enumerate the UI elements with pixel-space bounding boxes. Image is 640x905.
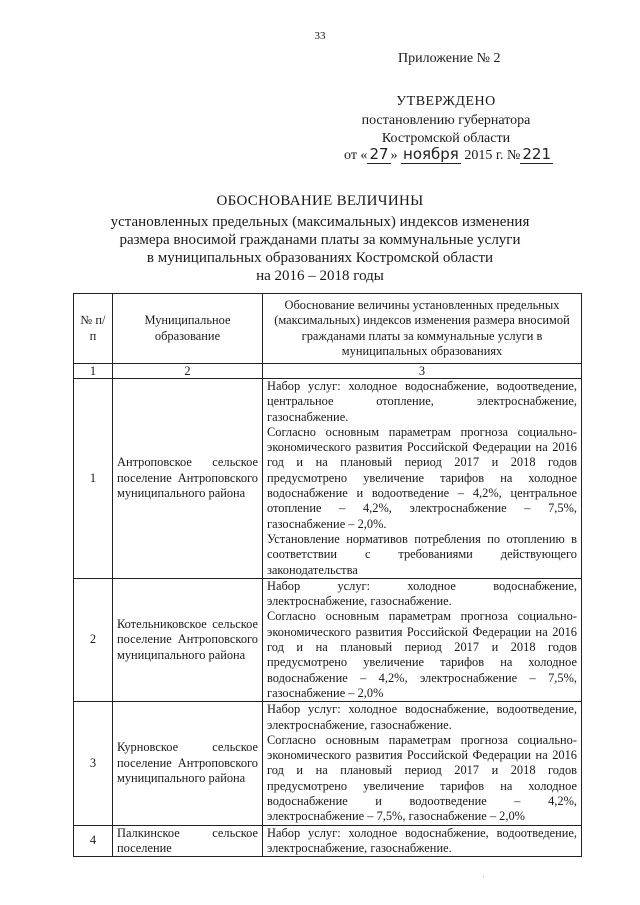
justification-cell [263, 379, 582, 579]
subtitle-line-4: на 2016 – 2018 годы [256, 268, 384, 284]
services-text: Набор услуг: холодное водоснабжение, водоотведение, центральное отопление, электроснабжение, газоснабжение. [267, 379, 577, 424]
subtitle-line-1: установленных предельных (максимальных) индексов изменения [110, 214, 530, 230]
appendix-label: Приложение № 2 [398, 51, 501, 66]
table-header-row [74, 294, 582, 364]
handwritten-month: ноября [403, 145, 459, 163]
table-row [74, 379, 582, 579]
column-number: 1 [74, 364, 113, 379]
header-municipality: Муниципальное образование [113, 294, 263, 364]
subtitle-line-2: размера вносимой гражданами платы за коммунальные услуги [119, 232, 521, 248]
justification-cell [263, 578, 582, 701]
row-number: 3 [74, 702, 113, 825]
extra-text: Установление нормативов потребления по отоплению в соответствии с требованиями действующего законодательства [267, 531, 577, 577]
forecast-text: Согласно основным параметрам прогноза социально-экономического развития Российской Федерации на 2016 год и на плановый период 2017 и 2018 годов предусмотрено увеличение тарифов на холодное водоснабжение и водоотведение – 4,2%, центральное отопление – 4,2%, электроснабжение – 7,5%, газоснабжение – 2,0%. [267, 424, 577, 531]
approved-label: УТВЕРЖДЕНО [396, 94, 496, 109]
subtitle-line-3: в муниципальных образованиях Костромской области [146, 250, 494, 266]
approval-line-1: постановлению губернатора [361, 113, 531, 128]
approval-date-line [344, 145, 553, 164]
row-number: 1 [74, 379, 113, 579]
table-row [74, 578, 582, 701]
year-text: 2015 г. № [464, 148, 521, 163]
row-number: 2 [74, 578, 113, 701]
column-number: 3 [263, 364, 582, 379]
services-text: Набор услуг: холодное водоснабжение, водоотведение, электроснабжение, газоснабжение. [267, 702, 577, 732]
handwritten-day: 27 [369, 145, 389, 163]
municipality-cell: Антроповское сельское поселение Антроповского муниципального района [113, 379, 263, 579]
justification-cell [263, 702, 582, 825]
row-number: 4 [74, 825, 113, 857]
page-number: 33 [314, 30, 326, 42]
municipality-cell: Курновское сельское поселение Антроповского муниципального района [113, 702, 263, 825]
approval-line-2: Костромской области [381, 131, 511, 146]
municipality-cell: Котельниковское сельское поселение Антроповского муниципального района [113, 578, 263, 701]
municipality-cell: Палкинское сельское поселение [113, 825, 263, 857]
justification-table [73, 293, 582, 857]
handwritten-number: 221 [522, 145, 552, 163]
forecast-text: Согласно основным параметрам прогноза социально-экономического развития Российской Федерации на 2016 год и на плановый период 2017 и 2018 годов предусмотрено увеличение тарифов на холодное водоснабжение – 4,2%, электроснабжение – 7,5%, газоснабжение – 2,0% [267, 609, 577, 700]
forecast-text: Согласно основным параметрам прогноза социально-экономического развития Российской Федерации на 2016 год и на плановый период 2017 и 2018 годов предусмотрено увеличение тарифов на холодное водоснабжение и водоотведение – 4,2%, электроснабжение – 7,5%, газоснабжение – 2,0% [267, 732, 577, 824]
table-row [74, 702, 582, 825]
justification-cell [263, 825, 582, 857]
services-text: Набор услуг: холодное водоснабжение, электроснабжение, газоснабжение. [267, 578, 577, 609]
column-number-row [74, 364, 582, 379]
services-text: Набор услуг: холодное водоснабжение, водоотведение, электроснабжение, газоснабжение. [267, 825, 577, 855]
date-mid: » [390, 148, 398, 163]
scan-mark: · [482, 873, 485, 882]
header-num: № п/п [74, 294, 113, 364]
document-title: ОБОСНОВАНИЕ ВЕЛИЧИНЫ [216, 193, 424, 209]
table-row [74, 825, 582, 857]
date-prefix: от « [344, 148, 368, 163]
header-justification: Обоснование величины установленных предельных (максимальных) индексов изменения размера вносимой гражданами платы за коммунальные услуги в муниципальных образованиях [263, 294, 582, 364]
column-number: 2 [113, 364, 263, 379]
